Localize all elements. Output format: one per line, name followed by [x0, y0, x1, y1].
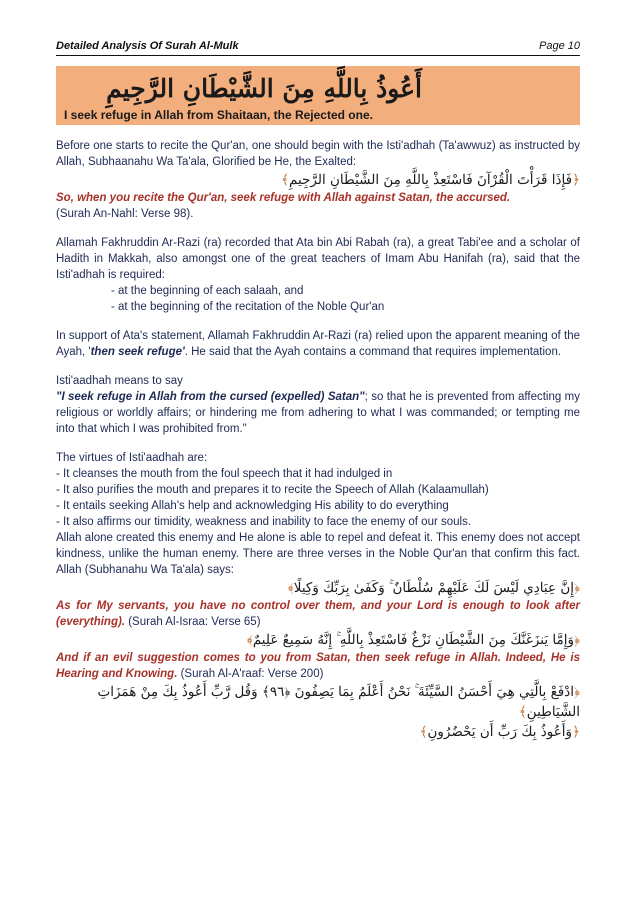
ayah-4-text-1: ادْفَعْ بِالَّتِي هِيَ أَحْسَنُ السَّيِّئَةَ ۚ نَحْنُ أَعْلَمُ بِمَا يَصِفُونَ ﴿٩٦﴾ وَقُل رَّبِّ أَعُوذُ بِكَ مِنْ هَمَزَاتِ الشَّيَاطِينِ [97, 684, 580, 720]
ayah-1-arabic [56, 170, 580, 190]
list-item: - at the beginning of the recitation of the Noble Qur'an [111, 301, 385, 313]
ayah-ornament-close: ﴾ [246, 632, 253, 648]
list-item: - It cleanses the mouth from the foul speech that it had indulged in [56, 468, 393, 480]
virtues-heading: The virtues of Isti'aadhah are: [56, 452, 208, 464]
list-item: - It also affirms our timidity, weakness and inability to face the enemy of our souls. [56, 516, 472, 528]
page-number: Page 10 [539, 40, 580, 52]
ayah-ornament-open: ﴿ [574, 580, 580, 596]
ayah-2-arabic [56, 578, 580, 598]
ayah-1-translation-text: So, when you recite the Qur'an, seek refuge with Allah against Satan, the accursed. [56, 192, 511, 204]
ayah-ornament-open: ﴿ [572, 724, 580, 740]
support-emphasis: then seek refuge' [90, 346, 185, 358]
virtues-closing: Allah alone created this enemy and He alone is able to repel and defeat it. This enemy does not accept kindness, unlike the human enemy. There are three verses in the Noble Qur'an that confirm this fact. Allah (Subhanahu Wa Ta'ala) says: [56, 532, 580, 576]
support-paragraph [56, 328, 580, 360]
ayah-2-translation-text: As for My servants, you have no control over them, and your Lord is enough to look after (everything). [56, 600, 580, 628]
ayah-2-text: إِنَّ عِبَادِي لَيْسَ لَكَ عَلَيْهِمْ سُلْطَانٌ ۚ وَكَفَىٰ بِرَبِّكَ وَكِيلًا [293, 580, 575, 596]
ayah-ornament-open: ﴿ [574, 684, 580, 700]
requirement-list [56, 283, 580, 315]
list-item: - It entails seeking Allah's help and acknowledging His ability to do everything [56, 500, 449, 512]
document-page [56, 40, 580, 742]
ayah-1-reference: (Surah An-Nahl: Verse 98). [56, 208, 194, 220]
banner-arabic: أَعُوذُ بِاللَّهِ مِنَ الشَّيْطَانِ الرَّجِيمِ [106, 74, 422, 103]
ayah-4-line-1 [56, 682, 580, 722]
meaning-emphasis: "I seek refuge in Allah from the cursed (expelled) Satan" [56, 391, 365, 403]
ayah-1-text: فَإِذَا قَرَأْتَ الْقُرْآنَ فَاسْتَعِذْ بِاللَّهِ مِنَ الشَّيْطَانِ الرَّجِيمِ [288, 172, 573, 188]
ayah-3-reference: (Surah Al-A'raaf: Verse 200) [180, 668, 324, 680]
razi-paragraph: Allamah Fakhruddin Ar-Razi (ra) recorded that Ata bin Abi Rabah (ra), a great Tabi'ee and a scholar of Hadith in Makkah, also amongst one of the great teachers of Imam Abu Hanifah (ra), said that the Isti'adhah is required: [56, 237, 580, 281]
ayah-4-line-2 [56, 722, 580, 742]
ayah-3-translation [56, 650, 580, 682]
meaning-text: ; so that he is prevented from affecting my religious or worldly affairs; or hindering me from adhering to what I was commanded; or tempting me into that which I was prohibited from." [56, 391, 580, 435]
document-title: Detailed Analysis Of Surah Al-Mulk [56, 40, 239, 52]
intro-paragraph: Before one starts to recite the Qur'an, one should begin with the Isti'adhah (Ta'awwuz) as instructed by Allah, Subhaanahu Wa Ta'ala, Glorified be He, the Exalted: [56, 140, 580, 168]
ayah-1-translation [56, 190, 580, 222]
ayah-3-translation-text: And if an evil suggestion comes to you from Satan, then seek refuge in Allah. Indeed, He is Hearing and Knowing. [56, 652, 580, 680]
isti-adhah-banner [56, 66, 580, 125]
ayah-ornament-open: ﴿ [574, 632, 580, 648]
support-text: In support of Ata's statement, Allamah Fakhruddin Ar-Razi (ra) relied upon the apparent meaning of the Ayah, ' [56, 330, 580, 358]
list-item: - It also purifies the mouth and prepares it to recite the Speech of Allah (Kalaamullah) [56, 484, 489, 496]
ayah-ornament-close: ﴾ [518, 704, 527, 720]
ayah-ornament-close: ﴾ [419, 724, 428, 740]
ayah-ornament-open: ﴿ [572, 172, 580, 188]
banner-english: I seek refuge in Allah from Shaitaan, the Rejected one. [64, 108, 373, 122]
meaning-paragraph [56, 373, 580, 437]
ayah-ornament-close: ﴾ [287, 580, 294, 596]
ayah-3-text: وَإِمَّا يَنزَغَنَّكَ مِنَ الشَّيْطَانِ نَزْغٌ فَاسْتَعِذْ بِاللَّهِ ۚ إِنَّهُ سَمِيعٌ عَلِيمٌ [252, 632, 575, 648]
list-item: - at the beginning of each salaah, and [111, 285, 304, 297]
ayah-2-translation [56, 598, 580, 630]
ayah-ornament-close: ﴾ [281, 172, 289, 188]
ayah-3-arabic [56, 630, 580, 650]
ayah-2-reference: (Surah Al-Israa: Verse 65) [128, 616, 261, 628]
ayah-4-text-2: وَأَعُوذُ بِكَ رَبِّ أَن يَحْضُرُونِ [427, 724, 573, 740]
virtues-list [56, 466, 580, 530]
page-header [56, 40, 580, 56]
support-text-end: . He said that the Ayah contains a command that requires implementation. [184, 346, 562, 358]
meaning-heading: Isti'aadhah means to say [56, 375, 183, 387]
